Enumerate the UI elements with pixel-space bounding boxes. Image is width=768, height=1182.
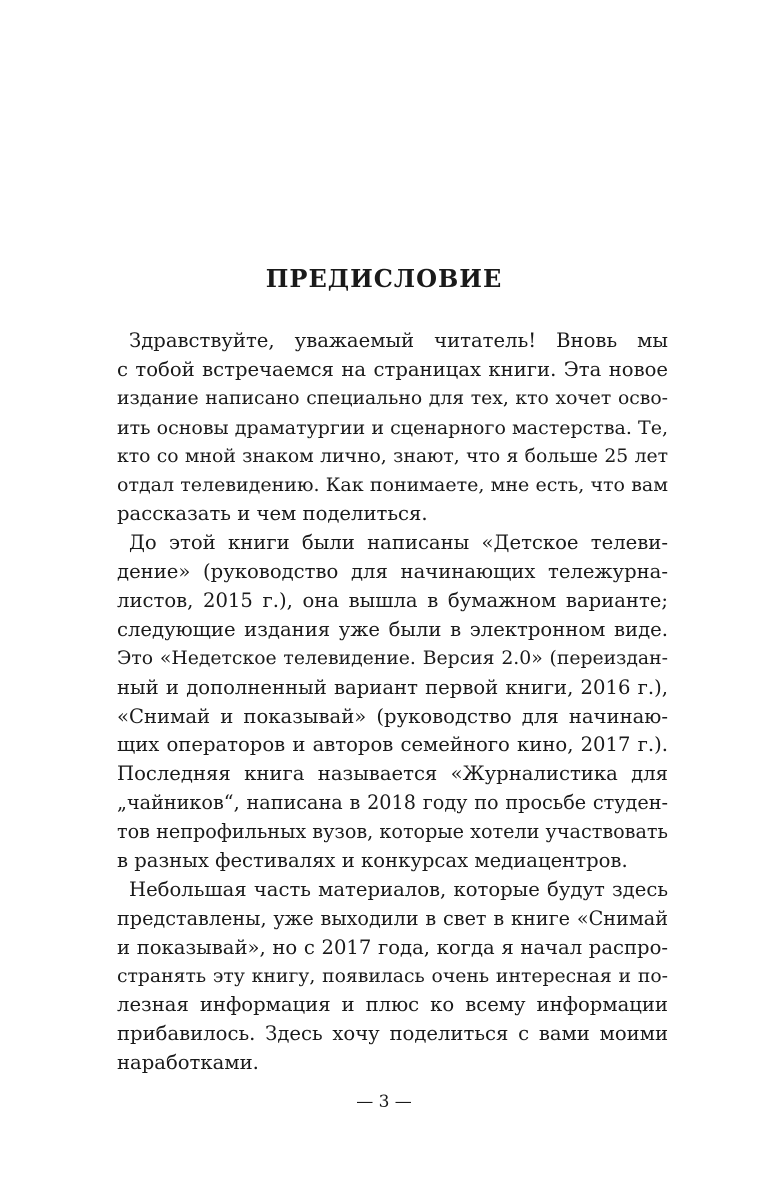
paragraph-2 bbox=[117, 529, 668, 876]
text-line: отдал телевидению. Как понимаете, мне есть, что вам bbox=[117, 474, 668, 497]
text-line: «Снимай и показывай» (руководство для начинаю- bbox=[117, 704, 668, 728]
text-line: „чайников“, написана в 2018 году по просьбе студен- bbox=[117, 791, 668, 815]
paragraph-3 bbox=[117, 876, 668, 1078]
text-line: Небольшая часть материалов, которые будут здесь bbox=[129, 877, 668, 901]
text-line: лезная информация и плюс ко всему информации bbox=[117, 993, 668, 1017]
text-line: кто со мной знаком лично, знают, что я больше 25 лет bbox=[117, 445, 668, 467]
text-line: ный и дополненный вариант первой книги, 2016 г.), bbox=[117, 675, 668, 699]
body-text bbox=[117, 327, 668, 1078]
text-line: щих операторов и авторов семейного кино, 2017 г.). bbox=[117, 733, 668, 757]
page-number: — 3 — bbox=[356, 1092, 412, 1112]
text-line: Последняя книга называется «Журналистика для bbox=[117, 762, 668, 786]
text-line: следующие издания уже были в электронном виде. bbox=[117, 617, 668, 641]
text-line: листов, 2015 г.), она вышла в бумажном варианте; bbox=[117, 589, 668, 613]
text-line: рассказать и чем поделиться. bbox=[117, 502, 428, 526]
text-line: До этой книги были написаны «Детское телеви- bbox=[129, 531, 668, 555]
text-line: ить основы драматургии и сценарного мастерства. Те, bbox=[117, 416, 668, 439]
text-line: с тобой встречаемся на страницах книги. Эта новое bbox=[117, 357, 668, 381]
text-line: представлены, уже выходили в свет в книге «Снимай bbox=[117, 906, 668, 930]
text-line: прибавилось. Здесь хочу поделиться с вами моими bbox=[117, 1022, 668, 1046]
text-line: в разных фестивалях и конкурсах медиацентров. bbox=[117, 849, 628, 873]
text-line: дение» (руководство для начинающих тележурна- bbox=[117, 560, 668, 584]
text-line: издание написано специально для тех, кто хочет осво- bbox=[117, 387, 668, 409]
text-line: Здравствуйте, уважаемый читатель! Вновь мы bbox=[129, 329, 668, 352]
text-line: Это «Недетское телевидение. Версия 2.0» (переиздан- bbox=[117, 647, 668, 669]
chapter-title: ПРЕДИСЛОВИЕ bbox=[265, 264, 503, 293]
paragraph-1 bbox=[117, 327, 668, 529]
text-line: наработками. bbox=[117, 1051, 259, 1075]
text-line: и показывай», но с 2017 года, когда я начал распро- bbox=[117, 935, 668, 959]
text-line: тов непрофильных вузов, которые хотели участвовать bbox=[117, 820, 668, 844]
text-line: странять эту книгу, появилась очень интересная и по- bbox=[117, 965, 668, 987]
